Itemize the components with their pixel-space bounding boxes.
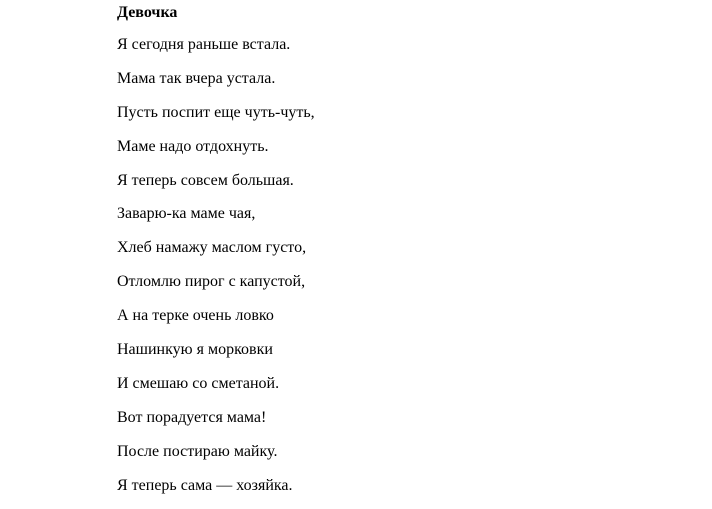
poem-line: Мама так вчера устала.	[117, 69, 276, 87]
poem-line: Заварю-ка маме чая,	[117, 205, 256, 223]
poem-line: Вот порадуется мама!	[117, 408, 267, 426]
poem-line: Нашинкую я морковки	[117, 341, 273, 359]
poem-line: А на терке очень ловко	[117, 307, 274, 325]
poem-line: Отломлю пирог с капустой,	[117, 273, 306, 291]
poem-line: Пусть поспит еще чуть-чуть,	[117, 103, 315, 121]
poem-title: Девочка	[117, 4, 178, 21]
poem-line: Я теперь совсем большая.	[117, 171, 294, 189]
poem-line: Хлеб намажу маслом густо,	[117, 239, 307, 257]
poem-line: И смешаю со сметаной.	[117, 374, 280, 392]
poem-line: После постираю майку.	[117, 442, 278, 460]
poem-lines	[117, 35, 315, 509]
poem-line: Маме надо отдохнуть.	[117, 137, 269, 155]
poem-line: Я теперь сама — хозяйка.	[117, 476, 293, 494]
poem-line: Я сегодня раньше встала.	[117, 36, 291, 53]
